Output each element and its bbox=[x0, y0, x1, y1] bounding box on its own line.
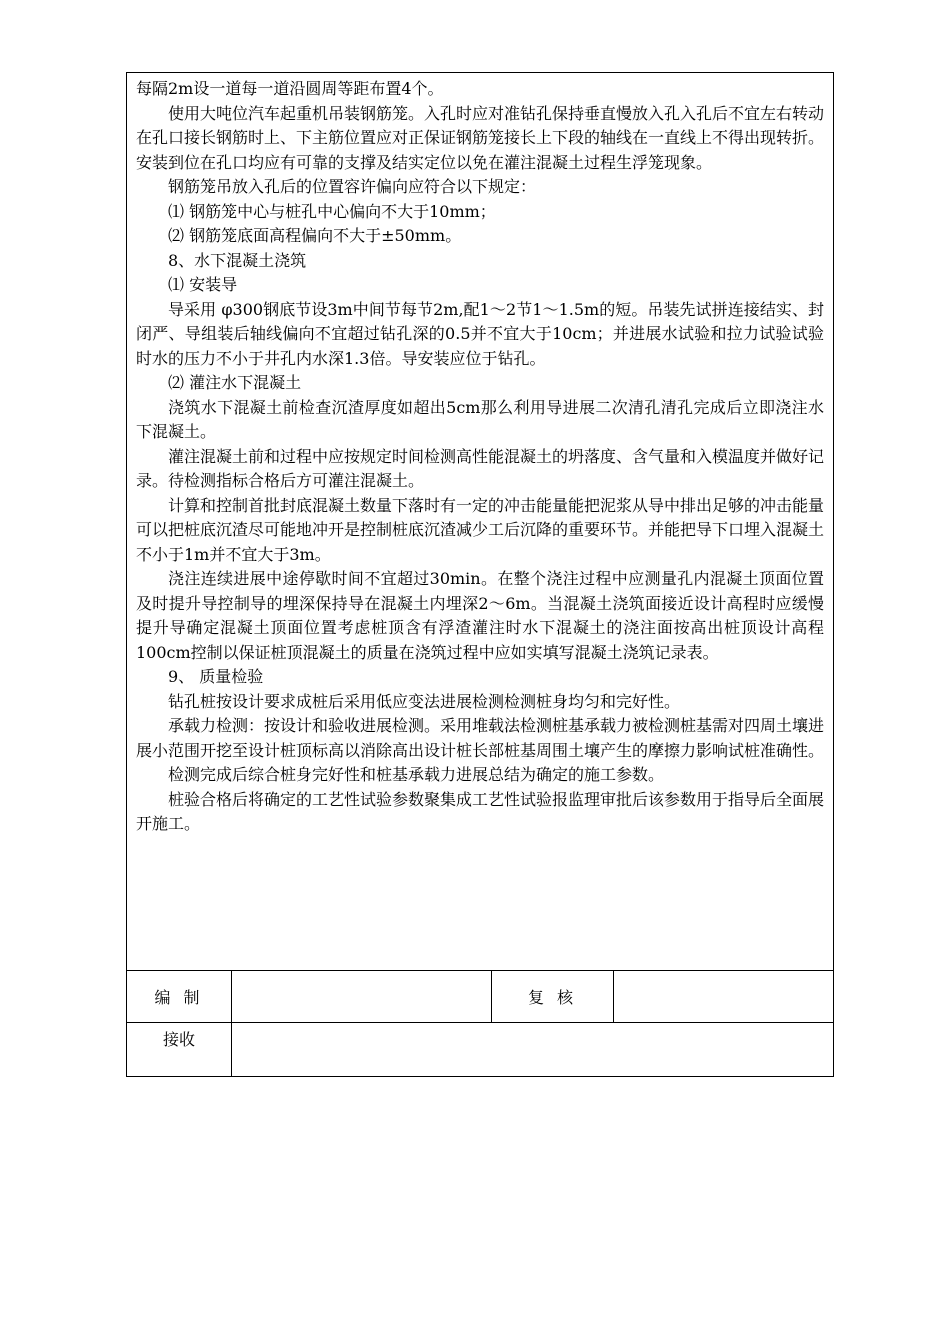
section-heading: 9、 质量检验 bbox=[168, 667, 264, 686]
paragraph: 浇筑水下混凝土前检查沉渣厚度如超出5cm那么利用导进展二次清孔清孔完成后立即浇注水下混凝土。 bbox=[136, 397, 825, 441]
paragraph: 检测完成后综合桩身完好性和桩基承载力进展总结为确定的施工参数。 bbox=[168, 765, 665, 784]
paragraph: 使用大吨位汽车起重机吊装钢筋笼。入孔时应对准钻孔保持垂直慢放入孔入孔后不宜左右转动在孔口接长钢筋时上、下主筋位置应对正保证钢筋笼接长上下段的轴线在一直线上不得出现转折。安装到位在孔口均应有可靠的支撑及结实定位以免在灌注混凝土过程生浮笼现象。 bbox=[136, 103, 825, 172]
content-row bbox=[127, 73, 834, 971]
paragraph: 计算和控制首批封底混凝土数量下落时有一定的冲击能量能把泥浆从导中排出足够的冲击能量可以把桩底沉渣尽可能地冲开是控制桩底沉渣减少工后沉降的重要环节。并能把导下口埋入混凝土不小于1m并不宜大于3m。 bbox=[136, 495, 825, 564]
paragraph: ⑵ 钢筋笼底面高程偏向不大于±50mm。 bbox=[168, 226, 462, 245]
subsection-heading: ⑴ 安装导 bbox=[168, 275, 238, 294]
compile-label: 编 制 bbox=[127, 971, 232, 1023]
paragraph: 桩验合格后将确定的工艺性试验参数聚集成工艺性试验报监理审批后该参数用于指导后全面展开施工。 bbox=[136, 789, 825, 833]
receive-row bbox=[127, 1023, 834, 1077]
paragraph: ⑴ 钢筋笼中心与桩孔中心偏向不大于10mm； bbox=[168, 201, 496, 221]
subsection-heading: ⑵ 灌注水下混凝土 bbox=[168, 373, 302, 392]
paragraph: 每隔2m设一道每一道沿圆周等距布置4个。 bbox=[136, 79, 444, 98]
paragraph: 承载力检测：按设计和验收进展检测。采用堆载法检测桩基承载力被检测桩基需对四周土壤进展小范围开挖至设计桩顶标高以消除高出设计桩长部桩基周围土壤产生的摩擦力影响试桩准确性。 bbox=[136, 716, 825, 760]
document-table bbox=[126, 72, 834, 1077]
review-value-cell bbox=[614, 971, 834, 1023]
paragraph: 灌注混凝土前和过程中应按规定时间检测高性能混凝土的坍落度、含气量和入模温度并做好记录。待检测指标合格后方可灌注混凝土。 bbox=[136, 446, 825, 490]
paragraph: 钢筋笼吊放入孔后的位置容许偏向应符合以下规定： bbox=[168, 177, 537, 196]
paragraph: 钻孔桩按设计要求成桩后采用低应变法进展检测检测桩身均匀和完好性。 bbox=[168, 691, 681, 711]
review-label: 复 核 bbox=[492, 971, 614, 1023]
section-heading: 8、水下混凝土浇筑 bbox=[168, 250, 307, 270]
receive-label: 接收 bbox=[127, 1023, 232, 1077]
compile-value-cell bbox=[232, 971, 492, 1023]
receive-value-cell bbox=[232, 1023, 834, 1077]
signature-row bbox=[127, 971, 834, 1023]
paragraph: 浇注连续进展中途停歇时间不宜超过30min。在整个浇注过程中应测量孔内混凝土顶面位置及时提升导控制导的埋深保持导在混凝土内埋深2～6m。当混凝土浇筑面接近设计高程时应缓慢提升导确定混凝土顶面位置考虑桩顶含有浮渣灌注时水下混凝土的浇注面按高出桩顶设计高程100cm控制以保证桩顶混凝土的质量在浇筑过程中应如实填写混凝土浇筑记录表。 bbox=[136, 569, 825, 662]
content-cell bbox=[127, 73, 834, 971]
paragraph: 导采用 φ300钢底节设3m中间节每节2m,配1～2节1～1.5m的短。吊装先试拼连接结实、封闭严、导组装后轴线偏向不宜超过钻孔深的0.5并不宜大于10cm；并进展水试验和拉力试验试验时水的压力不小于井孔内水深1.3倍。导安装应位于钻孔。 bbox=[136, 299, 825, 368]
